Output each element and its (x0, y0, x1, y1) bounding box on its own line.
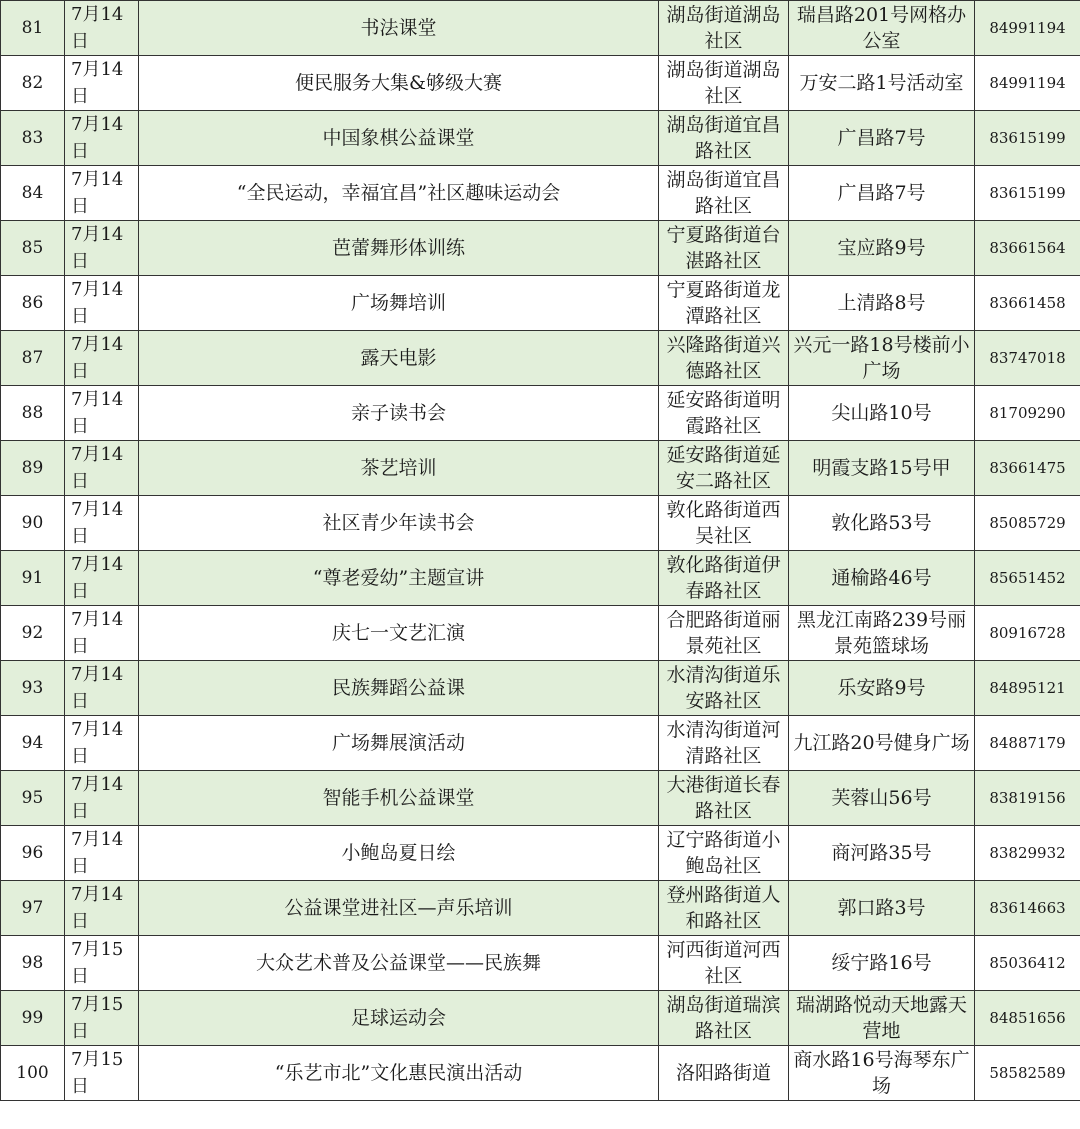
phone-cell: 84991194 (975, 56, 1080, 111)
organizer-cell: 敦化路街道伊春路社区 (659, 551, 789, 606)
location-cell: 兴元一路18号楼前小广场 (789, 331, 975, 386)
location-cell: 瑞昌路201号网格办公室 (789, 1, 975, 56)
row-number-cell: 98 (1, 936, 65, 991)
location-cell: 黑龙江南路239号丽景苑篮球场 (789, 606, 975, 661)
organizer-cell: 辽宁路街道小鲍岛社区 (659, 826, 789, 881)
activity-title-cell: 智能手机公益课堂 (139, 771, 659, 826)
table-row (1, 771, 1080, 826)
table-row (1, 331, 1080, 386)
table-row (1, 551, 1080, 606)
table-row (1, 111, 1080, 166)
location-cell: 宝应路9号 (789, 221, 975, 276)
row-number-cell: 99 (1, 991, 65, 1046)
date-cell: 7月14日 (65, 386, 139, 441)
phone-cell: 58582589 (975, 1046, 1080, 1101)
phone-cell: 81709290 (975, 386, 1080, 441)
location-cell: 瑞湖路悦动天地露天营地 (789, 991, 975, 1046)
table-row (1, 386, 1080, 441)
table-row (1, 991, 1080, 1046)
activity-title-cell: 便民服务大集&够级大赛 (139, 56, 659, 111)
row-number-cell: 82 (1, 56, 65, 111)
date-cell: 7月14日 (65, 826, 139, 881)
activity-title-cell: 中国象棋公益课堂 (139, 111, 659, 166)
organizer-cell: 宁夏路街道台湛路社区 (659, 221, 789, 276)
phone-cell: 83615199 (975, 166, 1080, 221)
date-cell: 7月14日 (65, 771, 139, 826)
location-cell: 敦化路53号 (789, 496, 975, 551)
row-number-cell: 87 (1, 331, 65, 386)
date-cell: 7月15日 (65, 1046, 139, 1101)
location-cell: 商水路16号海琴东广场 (789, 1046, 975, 1101)
row-number-cell: 89 (1, 441, 65, 496)
organizer-cell: 延安路街道明霞路社区 (659, 386, 789, 441)
phone-cell: 83661475 (975, 441, 1080, 496)
location-cell: 芙蓉山56号 (789, 771, 975, 826)
activity-title-cell: 广场舞展演活动 (139, 716, 659, 771)
table-row (1, 881, 1080, 936)
date-cell: 7月14日 (65, 111, 139, 166)
row-number-cell: 85 (1, 221, 65, 276)
date-cell: 7月14日 (65, 551, 139, 606)
location-cell: 万安二路1号活动室 (789, 56, 975, 111)
organizer-cell: 湖岛街道宜昌路社区 (659, 166, 789, 221)
phone-cell: 80916728 (975, 606, 1080, 661)
organizer-cell: 兴隆路街道兴德路社区 (659, 331, 789, 386)
activity-title-cell: 茶艺培训 (139, 441, 659, 496)
activity-title-cell: 芭蕾舞形体训练 (139, 221, 659, 276)
date-cell: 7月14日 (65, 56, 139, 111)
table-row (1, 496, 1080, 551)
organizer-cell: 水清沟街道河清路社区 (659, 716, 789, 771)
date-cell: 7月14日 (65, 716, 139, 771)
date-cell: 7月15日 (65, 936, 139, 991)
row-number-cell: 81 (1, 1, 65, 56)
activity-title-cell: “全民运动，幸福宜昌”社区趣味运动会 (139, 166, 659, 221)
activity-title-cell: “乐艺市北”文化惠民演出活动 (139, 1046, 659, 1101)
table-row (1, 936, 1080, 991)
phone-cell: 83614663 (975, 881, 1080, 936)
organizer-cell: 水清沟街道乐安路社区 (659, 661, 789, 716)
activity-title-cell: “尊老爱幼”主题宣讲 (139, 551, 659, 606)
row-number-cell: 92 (1, 606, 65, 661)
date-cell: 7月14日 (65, 331, 139, 386)
location-cell: 通榆路46号 (789, 551, 975, 606)
location-cell: 九江路20号健身广场 (789, 716, 975, 771)
row-number-cell: 96 (1, 826, 65, 881)
location-cell: 郭口路3号 (789, 881, 975, 936)
location-cell: 绥宁路16号 (789, 936, 975, 991)
date-cell: 7月14日 (65, 221, 139, 276)
location-cell: 乐安路9号 (789, 661, 975, 716)
row-number-cell: 86 (1, 276, 65, 331)
phone-cell: 84851656 (975, 991, 1080, 1046)
date-cell: 7月14日 (65, 441, 139, 496)
date-cell: 7月15日 (65, 991, 139, 1046)
phone-cell: 83661458 (975, 276, 1080, 331)
activity-title-cell: 公益课堂进社区—声乐培训 (139, 881, 659, 936)
phone-cell: 83615199 (975, 111, 1080, 166)
phone-cell: 83747018 (975, 331, 1080, 386)
phone-cell: 85651452 (975, 551, 1080, 606)
organizer-cell: 湖岛街道瑞滨路社区 (659, 991, 789, 1046)
date-cell: 7月14日 (65, 1, 139, 56)
organizer-cell: 大港街道长春路社区 (659, 771, 789, 826)
organizer-cell: 湖岛街道湖岛社区 (659, 1, 789, 56)
location-cell: 商河路35号 (789, 826, 975, 881)
organizer-cell: 洛阳路街道 (659, 1046, 789, 1101)
activity-title-cell: 小鲍岛夏日绘 (139, 826, 659, 881)
phone-cell: 84887179 (975, 716, 1080, 771)
phone-cell: 84991194 (975, 1, 1080, 56)
row-number-cell: 83 (1, 111, 65, 166)
date-cell: 7月14日 (65, 661, 139, 716)
table-row (1, 166, 1080, 221)
table-row (1, 56, 1080, 111)
location-cell: 广昌路7号 (789, 111, 975, 166)
row-number-cell: 88 (1, 386, 65, 441)
activity-title-cell: 露天电影 (139, 331, 659, 386)
phone-cell: 85036412 (975, 936, 1080, 991)
table-row (1, 661, 1080, 716)
date-cell: 7月14日 (65, 166, 139, 221)
table-row (1, 1, 1080, 56)
organizer-cell: 延安路街道延安二路社区 (659, 441, 789, 496)
phone-cell: 83829932 (975, 826, 1080, 881)
row-number-cell: 94 (1, 716, 65, 771)
activity-title-cell: 广场舞培训 (139, 276, 659, 331)
row-number-cell: 93 (1, 661, 65, 716)
table-row (1, 826, 1080, 881)
organizer-cell: 湖岛街道宜昌路社区 (659, 111, 789, 166)
activity-title-cell: 大众艺术普及公益课堂——民族舞 (139, 936, 659, 991)
activity-title-cell: 足球运动会 (139, 991, 659, 1046)
table-row (1, 276, 1080, 331)
table-row (1, 441, 1080, 496)
phone-cell: 84895121 (975, 661, 1080, 716)
activity-title-cell: 亲子读书会 (139, 386, 659, 441)
phone-cell: 83661564 (975, 221, 1080, 276)
organizer-cell: 宁夏路街道龙潭路社区 (659, 276, 789, 331)
organizer-cell: 登州路街道人和路社区 (659, 881, 789, 936)
row-number-cell: 97 (1, 881, 65, 936)
row-number-cell: 95 (1, 771, 65, 826)
location-cell: 尖山路10号 (789, 386, 975, 441)
date-cell: 7月14日 (65, 276, 139, 331)
date-cell: 7月14日 (65, 606, 139, 661)
location-cell: 明霞支路15号甲 (789, 441, 975, 496)
row-number-cell: 100 (1, 1046, 65, 1101)
row-number-cell: 91 (1, 551, 65, 606)
organizer-cell: 敦化路街道西吴社区 (659, 496, 789, 551)
location-cell: 上清路8号 (789, 276, 975, 331)
location-cell: 广昌路7号 (789, 166, 975, 221)
organizer-cell: 湖岛街道湖岛社区 (659, 56, 789, 111)
table-row (1, 221, 1080, 276)
table-row (1, 716, 1080, 771)
activity-title-cell: 社区青少年读书会 (139, 496, 659, 551)
activity-title-cell: 庆七一文艺汇演 (139, 606, 659, 661)
activity-title-cell: 书法课堂 (139, 1, 659, 56)
table-row (1, 1046, 1080, 1101)
phone-cell: 83819156 (975, 771, 1080, 826)
row-number-cell: 84 (1, 166, 65, 221)
organizer-cell: 河西街道河西社区 (659, 936, 789, 991)
phone-cell: 85085729 (975, 496, 1080, 551)
date-cell: 7月14日 (65, 881, 139, 936)
events-table-body (1, 1, 1080, 1101)
date-cell: 7月14日 (65, 496, 139, 551)
row-number-cell: 90 (1, 496, 65, 551)
activity-title-cell: 民族舞蹈公益课 (139, 661, 659, 716)
table-row (1, 606, 1080, 661)
organizer-cell: 合肥路街道丽景苑社区 (659, 606, 789, 661)
